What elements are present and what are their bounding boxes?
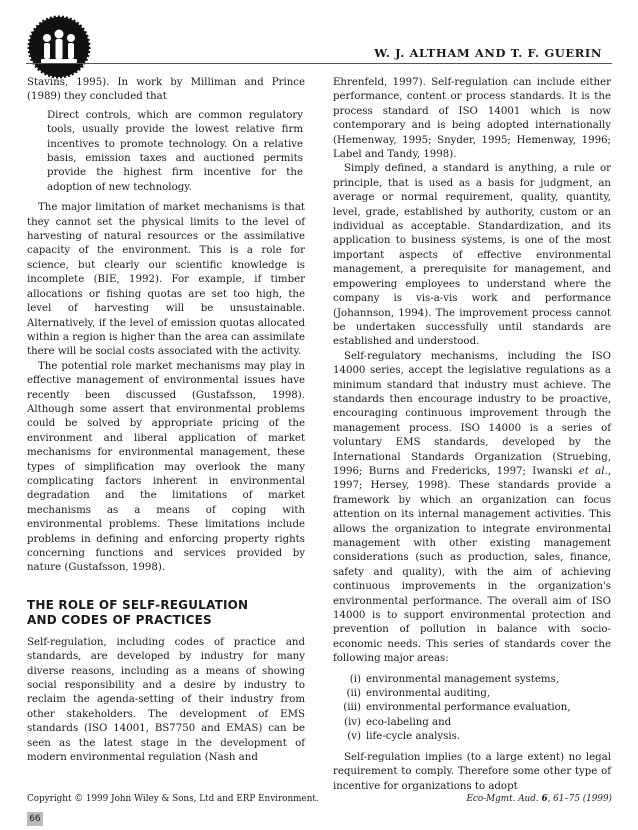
list-item: [333, 716, 611, 730]
list-item: [333, 687, 611, 701]
list-text: environmental management systems,: [366, 673, 560, 685]
paragraph: Self-regulation, including codes of practice and standards, are developed by industry for many diverse reasons, including as a means of showing social responsibility and a desire by industry to reclaim the agenda-setting of their industry from other stakeholders. The development of EMS standards (ISO 14001, BS7750 and EMAS) can be seen as the latest stage in the development of modern environmental regulation (Nash and: [27, 636, 305, 764]
running-head: W. J. ALTHAM AND T. F. GUERIN: [374, 46, 602, 60]
text-run: Self-regulatory mechanisms, including the ISO 14000 series, accept the legislative regulations as a minimum standard that industry must achieve. The standards then encourage industry to be proactive, encouraging continuous improvement through the management process. ISO 14000 is a series of voluntary EMS standards, developed by the International Standards Organization (Struebing, 1996; Burns and Fredericks, 1997; Iwanski: [333, 350, 611, 477]
left-column: [27, 76, 305, 765]
copyright-notice: Copyright © 1999 John Wiley & Sons, Ltd and ERP Environment.: [27, 794, 319, 804]
list-number: (iv): [344, 716, 361, 728]
list-number: (v): [347, 731, 361, 743]
section-heading: [27, 598, 305, 629]
journal-name: Eco-Mgmt. Aud.: [466, 794, 542, 804]
paragraph: The major limitation of market mechanisms is that they cannot set the physical limits to the level of harvesting of natural resources or the assimilative capacity of the environment. This is a role for science, but clearly our scientific knowledge is incomplete (BIE, 1992). For example, if timber allocations or fishing quotas are set too high, the level of harvesting will be unsustainable. Alternatively, if the level of emission quotas allocated within a region is higher than the area can assimilate there will be social costs associated with the activity.: [27, 202, 305, 358]
list-item: [333, 673, 611, 687]
journal-pages: , 61–75 (1999): [547, 794, 612, 804]
journal-volume: 6: [541, 794, 548, 804]
section-heading-line: AND CODES OF PRACTICES: [27, 613, 212, 628]
paragraph: [333, 350, 611, 667]
list-text: environmental auditing,: [366, 688, 491, 700]
journal-citation: [466, 794, 612, 804]
text-run: , 1997; Hersey, 1998). These standards provide a framework by which an organization can focus attention on its internal management activities. This allows the organization to integrate environmental management with other existing management considerations (such as production, sales, finance, safety and quality), with the aim of achieving continuous improvements in the organization's environmental performance. The overall aim of ISO 14000 is to support environmental protection and prevention of pollution in balance with socio-economic needs. This series of standards cover the following major areas:: [333, 465, 611, 665]
paragraph: Stavins, 1995). In work by Milliman and Prince (1989) they concluded that: [27, 77, 305, 103]
block-quote: Direct controls, which are common regulatory tools, usually provide the lowest relative firm incentives to promote technology. On a relative basis, emission taxes and auctioned permits provide the highest firm incentive for the adoption of new technology.: [47, 109, 303, 193]
list-text: eco-labeling and: [366, 716, 452, 728]
list-text: environmental performance evaluation,: [366, 702, 571, 714]
section-heading-line: THE ROLE OF SELF-REGULATION: [27, 597, 249, 612]
list-number: (ii): [346, 688, 361, 700]
page-number: 66: [27, 812, 43, 826]
paragraph: The potential role market mechanisms may play in effective management of environmental issues have recently been discussed (Gustafsson, 1998). Although some assert that environmental problems could be solved by appropriate pricing of the environment and liberal application of market mechanisms for environmental management, these types of simplification may overlook the many complicating factors inherent in environmental degradation and the limitations of market mechanisms as a means of coping with environmental problems. These limitations include problems in defining and enforcing property rights concerning functions and services provided by nature (Gustafsson, 1998).: [27, 360, 305, 574]
areas-list: [333, 673, 611, 745]
list-text: life-cycle analysis.: [366, 731, 461, 743]
paragraph: Self-regulation implies (to a large extent) no legal requirement to comply. Therefore some other type of incentive for organizations to adopt: [333, 751, 611, 792]
right-column: [333, 76, 611, 794]
paragraph: Ehrenfeld, 1997). Self-regulation can include either performance, content or process standards. It is the process standard of ISO 14001 which is now contemporary and is being adopted internationally (Hemenway, 1995; Snyder, 1995; Hemenway, 1996; Label and Tandy, 1998).: [333, 77, 611, 161]
list-item: [333, 730, 611, 744]
text-run-italic: et al.: [578, 465, 608, 477]
header-rule: [26, 63, 612, 64]
list-number: (i): [349, 673, 361, 685]
list-item: [333, 701, 611, 715]
list-number: (iii): [343, 702, 361, 714]
paragraph: Simply defined, a standard is anything, a rule or principle, that is used as a basis for judgment, an average or normal requirement, quality, quantity, level, grade, established by authority, custom or an individual as acceptable. Standardization, and its application to business systems, is one of the most important aspects of effective environmental management, a prerequisite for management, and empowering employees to understand where the company is vis-a-vis work and performance (Johannson, 1994). The improvement process cannot be undertaken successfully until standards are established and understood.: [333, 163, 611, 348]
publisher-logo-icon: [26, 14, 92, 80]
